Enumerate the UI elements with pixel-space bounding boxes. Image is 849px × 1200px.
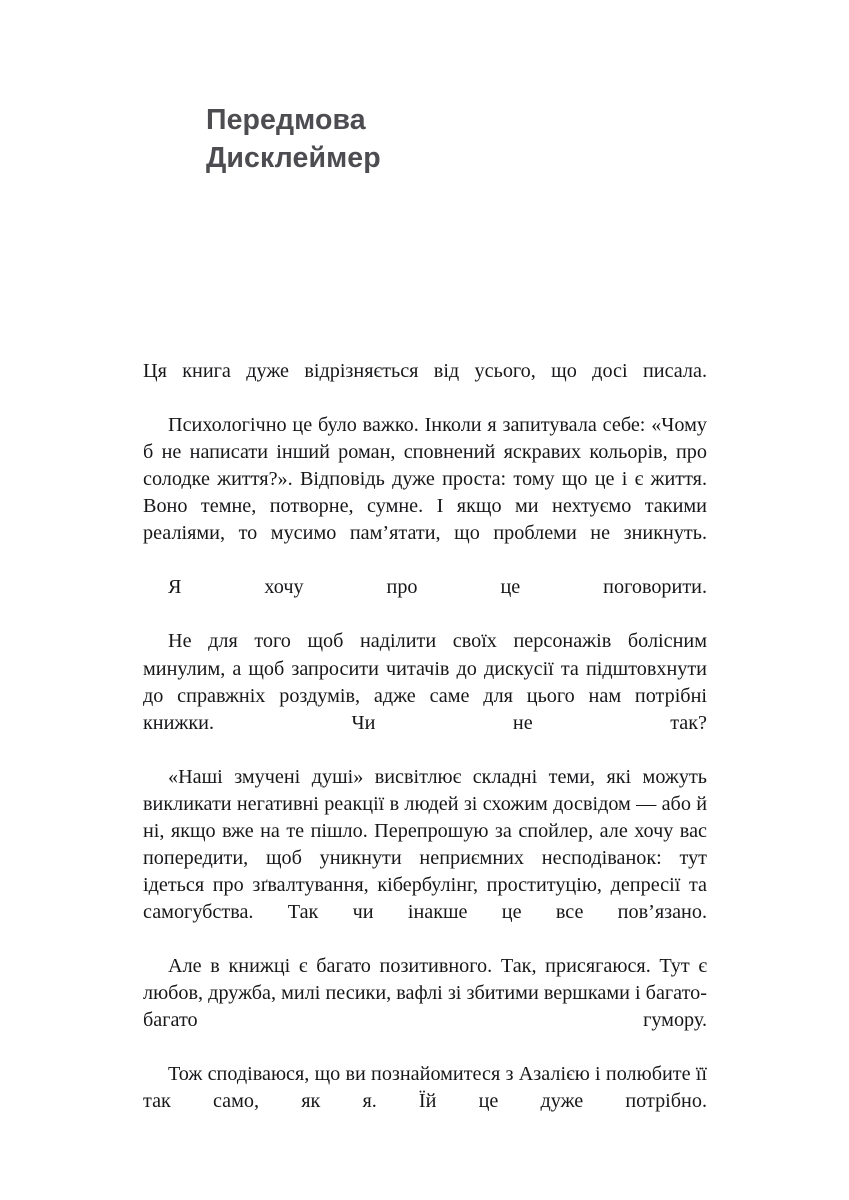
paragraph: Я хочу про це поговорити. bbox=[168, 576, 707, 599]
paragraph: Але в книжці є багато позитивного. Так, присягаюся. Тут є любов, дружба, милі песики, вафлі зі збитими вершками і багато-багато гумору. bbox=[143, 955, 707, 1032]
chapter-heading-line-2: Дисклеймер bbox=[206, 142, 381, 174]
paragraph: Ця книга дуже відрізняється від усього, що досі писала. bbox=[143, 360, 707, 382]
paragraph: «Наші змучені душі» висвітлює складні теми, які можуть викликати негативні реакції в людей зі схожим досвідом — або й ні, якщо вже на те пішло. Перепрошую за спойлер, але хочу вас попередити, щоб уникнути неприємних несподіванок: тут ідеться про зґвалтування, кібербулінг, проституцію, депресії та самогубства. Так чи інакше це все пов’язано. bbox=[143, 765, 707, 923]
chapter-heading-line-1: Передмова bbox=[206, 104, 366, 136]
paragraph: Психологічно це було важко. Інколи я запитувала себе: «Чому б не написати інший роман, сповнений яскравих кольорів, про солодке життя?». Відповідь дуже проста: тому що це і є життя. Воно темне, потворне, сумне. І якщо ми нехтуємо такими реаліями, то мусимо пам’ятати, що проблеми не зникнуть. bbox=[143, 414, 707, 545]
chapter-heading bbox=[206, 101, 666, 177]
body-text bbox=[143, 358, 707, 1142]
paragraph: Тож сподіваюся, що ви познайомитеся з Азалією і полюбите її так само, як я. Їй це дуже потрібно. bbox=[143, 1063, 707, 1113]
paragraph: Не для того щоб наділити своїх персонажів болісним минулим, а щоб запросити читачів до дискусії та підштовхнути до справжніх роздумів, адже саме для цього нам потрібні книжки. Чи не так? bbox=[143, 630, 707, 734]
